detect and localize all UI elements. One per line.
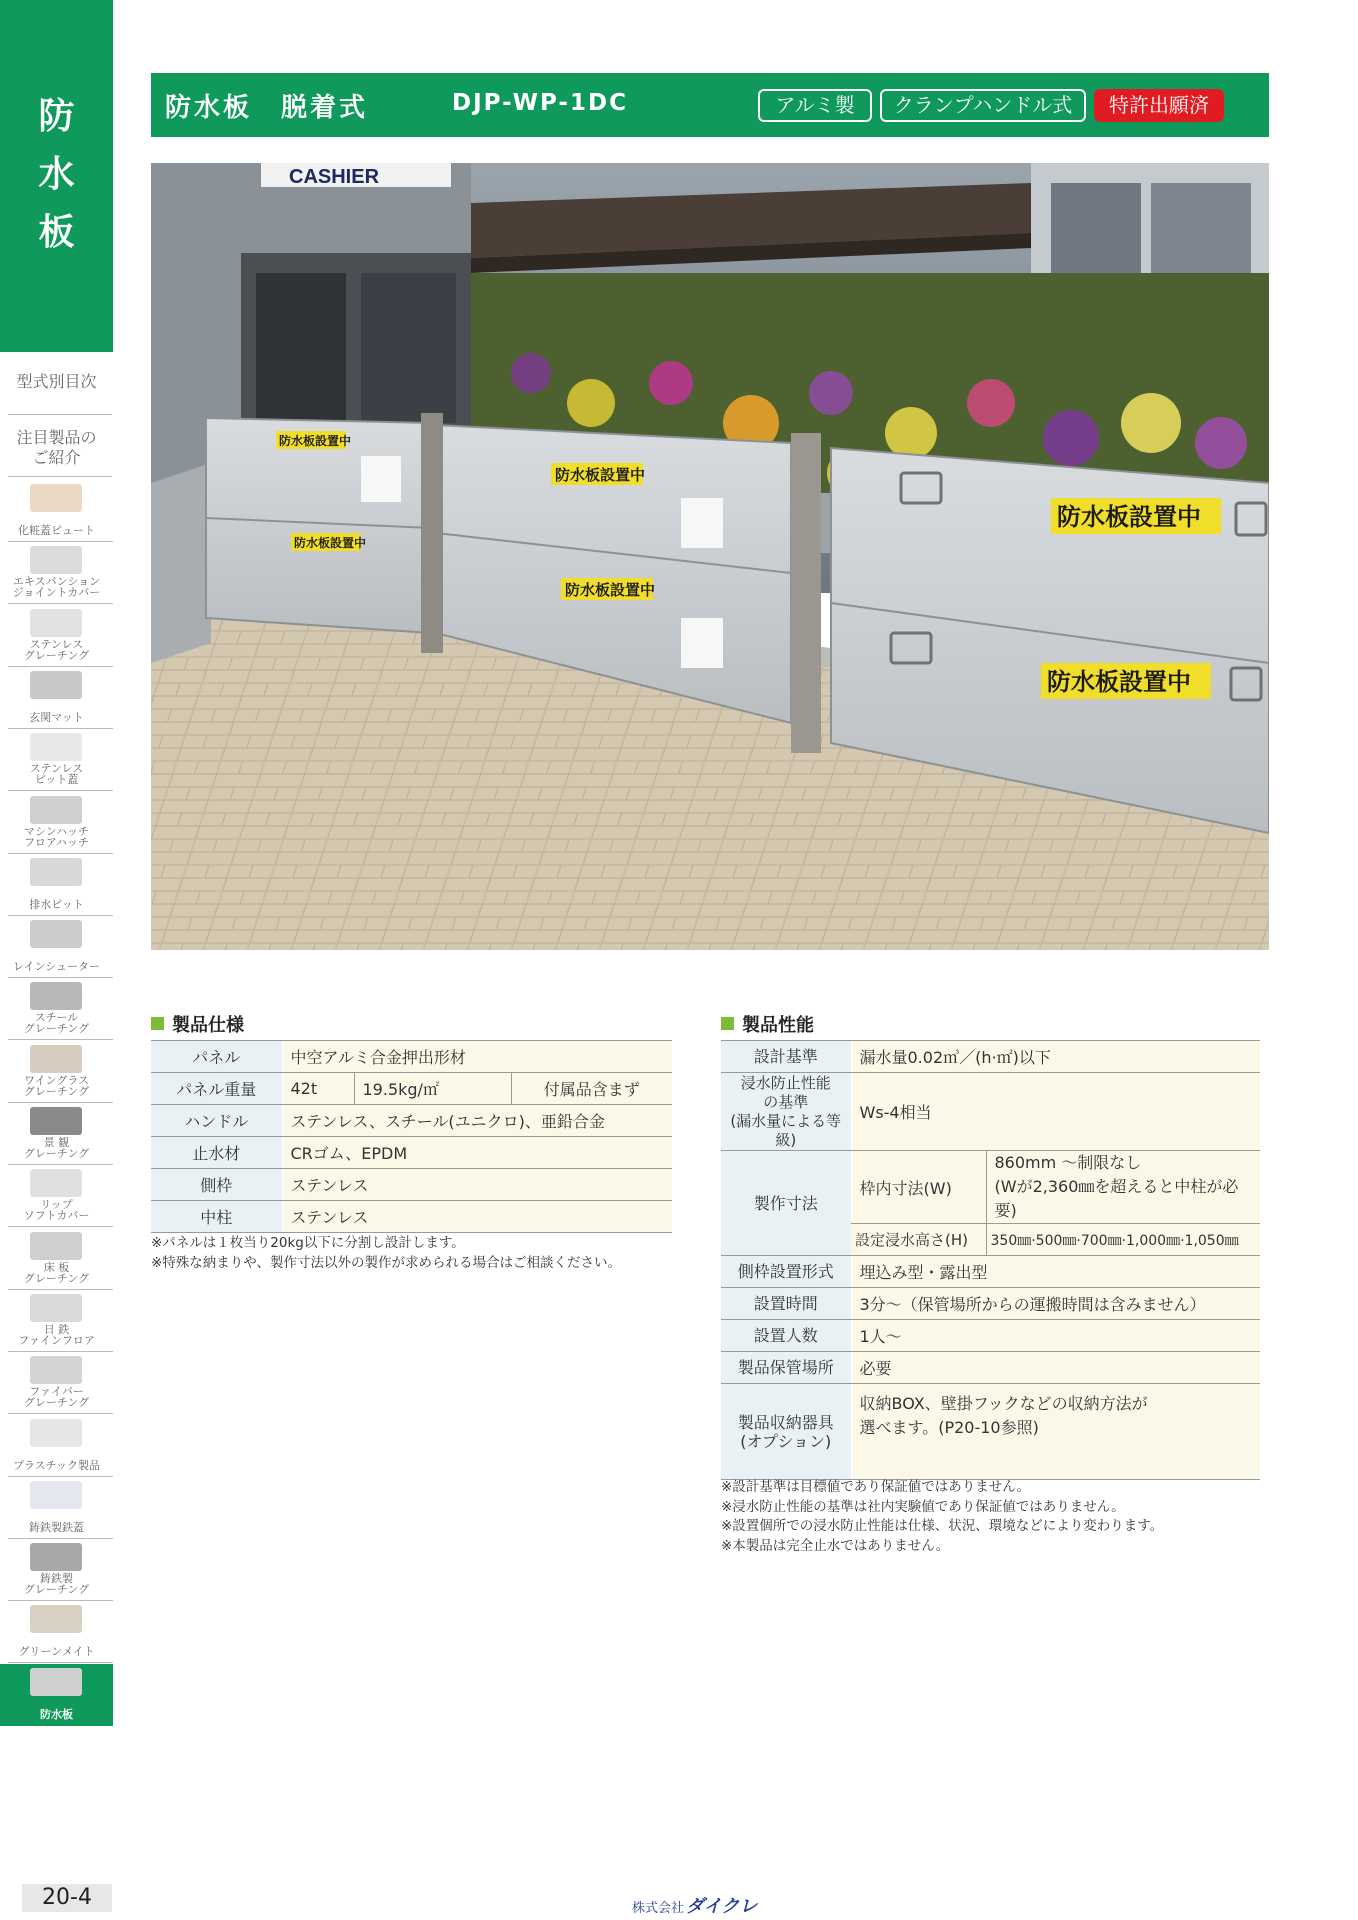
sub-label: 設定浸水高さ(H) [851,1224,986,1256]
note: ※浸水防止性能の基準は社内実験値であり保証値ではありません。 [721,1498,1125,1515]
row-value: 1人～ [851,1320,1260,1352]
table-row [721,1041,1260,1073]
note: ※設計基準は目標値であり保証値ではありません。 [721,1479,1031,1495]
category-char: 防 [38,96,75,137]
sidebar-item-label: 床 板 グレーチング [23,1260,90,1285]
company-logo [632,1892,757,1918]
sidebar-item-label: ステンレス グレーチング [23,637,90,662]
product-photo [151,163,1269,950]
sidebar-item-label: 化粧蓋ピュート [18,524,95,537]
product-thumbnail [30,920,82,948]
spec-title-text: 製品仕様 [172,1015,244,1036]
panel-label: 防水板設置中 [294,536,367,550]
sidebar-item[interactable] [0,667,113,729]
note: ※パネルは１枚当り20kg以下に分割し設計します。 [151,1235,465,1251]
featured-link[interactable]: 注目製品の ご紹介 [16,428,97,467]
panel-label: 防水板設置中 [1057,503,1201,531]
category-char: 水 [38,154,75,195]
sidebar-item[interactable] [0,1477,113,1539]
sidebar-item[interactable] [0,605,113,667]
row-value: 3分～（保管場所からの運搬時間は含みません） [851,1288,1260,1320]
sidebar-item[interactable] [0,1352,113,1414]
perf-notes [721,1478,1163,1556]
product-thumbnail [30,609,82,637]
row-label: 浸水防止性能 の基準 (漏水量による等級) [721,1073,851,1151]
sidebar-item[interactable] [0,1290,113,1352]
perf-section-title [721,1011,814,1037]
sub-label: 枠内寸法(W) [851,1151,986,1224]
row-label: 側枠設置形式 [721,1256,851,1288]
sidebar [0,0,113,1920]
badge-handle-type: クランプハンドル式 [880,89,1086,122]
sidebar-item-label: ステンレス ピット蓋 [29,762,84,787]
divider [8,414,112,415]
sidebar-item-label: マシンハッチ フロアハッチ [23,824,90,849]
section-marker [721,1017,734,1030]
row-label: 中柱 [151,1201,282,1233]
product-thumbnail [30,858,82,886]
product-thumbnail [30,1605,82,1633]
row-label: 製品保管場所 [721,1352,851,1384]
badge-patent: 特許出願済 [1094,89,1224,122]
divider [8,476,112,477]
row-value: ステンレス、スチール(ユニクロ)、亜鉛合金 [282,1105,672,1137]
product-thumbnail [30,1668,82,1696]
note: ※設置個所での浸水防止性能は仕様、状況、環境などにより変わります。 [721,1518,1164,1534]
row-value: 350㎜·500㎜·700㎜·1,000㎜·1,050㎜ [986,1224,1260,1256]
sidebar-item[interactable] [0,916,113,978]
section-marker [151,1017,164,1030]
sidebar-item[interactable] [0,1228,113,1290]
row-value: CRゴム、EPDM [282,1137,672,1169]
sidebar-item-label: 排水ピット [29,897,84,911]
sidebar-item-label: ワイングラス グレーチング [23,1073,90,1098]
page-title: 防水板 脱着式 [165,93,369,123]
table-row [721,1151,1260,1224]
product-thumbnail [30,1481,82,1509]
sidebar-item-label: スチール グレーチング [23,1011,90,1036]
product-thumbnail [30,1045,82,1073]
sidebar-item-label: リップ ソフトカバー [23,1198,90,1223]
product-thumbnail [30,1169,82,1197]
product-thumbnail [30,1356,82,1384]
sidebar-item[interactable] [0,1165,113,1227]
sidebar-item[interactable] [0,1415,113,1477]
sidebar-item-label: レインシューター [13,960,100,974]
product-thumbnail [30,671,82,699]
panel-label: 防水板設置中 [555,466,646,484]
product-thumbnail [30,546,82,574]
sidebar-item-label: 鋳鉄製 グレーチング [23,1572,90,1597]
page-number: 20-4 [22,1884,112,1912]
sidebar-item[interactable] [0,1103,113,1165]
row-value: ステンレス [282,1201,672,1233]
product-thumbnail [30,1543,82,1571]
row-label: 側枠 [151,1169,282,1201]
spec-section-title [151,1011,244,1037]
row-label: ハンドル [151,1105,282,1137]
row-label: 設置時間 [721,1288,851,1320]
table-row [721,1256,1260,1288]
row-value: 付属品含まず [511,1073,672,1105]
row-value: ステンレス [282,1169,672,1201]
row-value: 埋込み型・露出型 [851,1256,1260,1288]
sidebar-item-label: 防水板 [40,1707,73,1721]
index-link[interactable]: 型式別目次 [16,372,97,391]
sidebar-item-label: 玄関マット [29,710,84,724]
row-label: パネル重量 [151,1073,282,1105]
note: ※本製品は完全止水ではありません。 [721,1537,950,1554]
spec-table [151,1040,672,1233]
table-row [151,1169,672,1201]
product-thumbnail [30,1294,82,1322]
table-row [721,1320,1260,1352]
sidebar-item-label: 日 鉄 ファインフロア [18,1322,95,1347]
table-row [151,1137,672,1169]
badge-material: アルミ製 [758,89,872,122]
category-tab[interactable] [0,0,113,352]
row-label: 設置人数 [721,1320,851,1352]
row-value: Ws-4相当 [851,1073,1260,1151]
table-row [151,1041,672,1073]
row-value: 漏水量0.02㎥／(h·㎡)以下 [851,1041,1260,1073]
category-char: 板 [38,212,75,253]
photo-illustration [151,163,1269,950]
row-label: 止水材 [151,1137,282,1169]
product-thumbnail [30,796,82,824]
row-value: 42t [282,1073,354,1105]
product-thumbnail [30,484,82,512]
row-value: 19.5kg/㎡ [354,1073,511,1105]
perf-title-text: 製品性能 [742,1015,814,1036]
table-row [721,1073,1260,1151]
sidebar-item[interactable] [0,1041,113,1103]
sidebar-item-label: 鋳鉄製鉄蓋 [29,1520,84,1534]
sidebar-item-label: 景 観 グレーチング [23,1136,90,1160]
note: ※特殊な納まりや、製作寸法以外の製作が求められる場合はご相談ください。 [151,1254,622,1271]
sidebar-item[interactable] [0,729,113,791]
table-row [721,1384,1260,1480]
sidebar-item[interactable] [0,978,113,1040]
row-label: パネル [151,1041,282,1073]
sidebar-item-label: グリーンメイト [18,1645,95,1659]
row-value: 収納BOX、壁掛フックなどの収納方法が 選べます。(P20-10参照) [851,1384,1260,1480]
row-value: 中空アルミ合金押出形材 [282,1041,672,1073]
table-row [151,1073,672,1105]
product-thumbnail [30,733,82,761]
brand-prefix: 株式会社 [632,1901,685,1916]
panel-label: 防水板設置中 [1047,668,1191,696]
panel-label: 防水板設置中 [279,434,352,448]
sidebar-item[interactable] [0,792,113,854]
title-bar [151,73,1269,137]
table-row [721,1288,1260,1320]
sidebar-item[interactable] [0,854,113,916]
product-thumbnail [30,982,82,1010]
performance-table [721,1040,1260,1480]
row-label: 製作寸法 [721,1151,851,1256]
product-thumbnail [30,1419,82,1447]
brand-name: ダイクレ [686,1896,758,1917]
sidebar-item[interactable] [0,1539,113,1601]
row-label: 製品収納器具 (オプション) [721,1384,851,1480]
product-thumbnail [30,1107,82,1135]
sidebar-item-label: ファイバー グレーチング [23,1385,90,1410]
panel-label: 防水板設置中 [565,581,656,599]
sidebar-item[interactable] [0,542,113,604]
sidebar-item[interactable] [0,1601,113,1663]
cashier-sign: CASHIER [289,166,380,188]
sidebar-item-label: エキスパンション ジョイントカバー [12,575,101,600]
spec-notes [151,1234,621,1273]
table-row [721,1352,1260,1384]
model-number: DJP-WP-1DC [452,90,628,116]
row-value: 860mm ～制限なし (Wが2,360㎜を超えると中柱が必要) [986,1151,1260,1224]
table-row [151,1105,672,1137]
sidebar-item[interactable] [0,480,113,542]
sidebar-item[interactable] [0,1664,113,1726]
product-thumbnail [30,1232,82,1260]
table-row [151,1201,672,1233]
row-label: 設計基準 [721,1041,851,1073]
row-value: 必要 [851,1352,1260,1384]
sidebar-item-label: プラスチック製品 [12,1458,101,1472]
